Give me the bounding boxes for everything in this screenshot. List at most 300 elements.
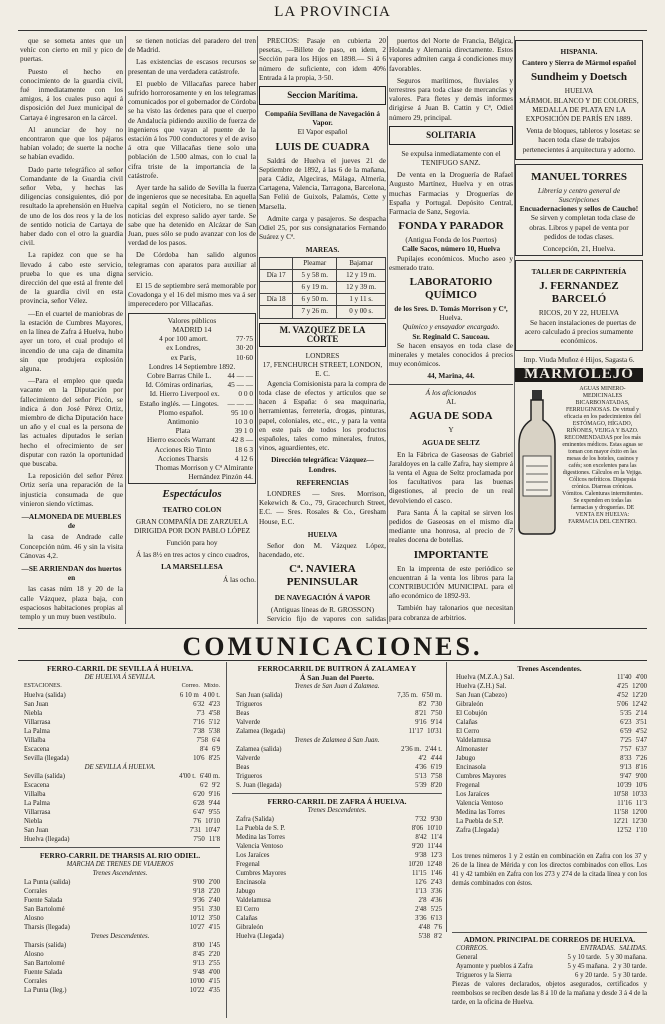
notice-text: las casas núm 18 y 20 de la calle Vázquez, plaza baja, con espaciosos habitaciones propias al templo y un muy buen vestíbulo.	[20, 584, 123, 621]
column-rule	[125, 36, 126, 624]
table-row	[452, 763, 647, 772]
tides-title: MAREAS.	[305, 245, 340, 255]
table-row	[452, 727, 647, 736]
table-row	[20, 977, 220, 986]
table-cell: Alosno	[24, 951, 44, 958]
table-cell: 9'47	[620, 773, 632, 780]
lab-text: Se hacen ensayos en toda clase de minerales y metales conocidos á precios muy económicos.	[389, 340, 513, 369]
header-cell: Mixto.	[203, 683, 220, 689]
correos-header	[452, 944, 647, 953]
taller-owner: J. FERNANDEZ BARCELÓ	[539, 280, 619, 306]
table-cell: General	[456, 954, 478, 961]
taller-ad	[515, 260, 643, 351]
news-paragraph: que se someta antes que un vehíc con cierto en mil y pico de puertas.	[20, 36, 123, 64]
table-header: Pleamar	[293, 257, 337, 269]
function-title: Función para hoy	[166, 537, 218, 547]
sevilla-timetable	[20, 664, 220, 995]
table-cell	[260, 306, 293, 318]
news-paragraph: —En el cuartel de maniobras de la estación de Cumbres Mayores, en la línea de Zafra á Huelva, hubo ayer un toro, el cual produjo el incendio de una caja de dinamita sin que produjera explosión alguna.	[20, 308, 123, 373]
play-time: Á las ocho.	[222, 574, 256, 584]
column-3	[259, 36, 386, 624]
table-cell: 9'13	[620, 764, 632, 771]
table-cell: 10'33	[632, 791, 647, 798]
table-row	[452, 817, 647, 826]
table-cell: 7'50	[430, 710, 442, 717]
metal-value: 45 — —	[227, 380, 253, 390]
table-cell: 10'6	[193, 755, 205, 762]
table-header: Bajamar	[337, 257, 386, 269]
table-cell: Valdelamusa	[236, 897, 271, 904]
table-cell: 12'42	[632, 701, 647, 708]
table-cell: 3'30	[208, 906, 220, 913]
table-cell: 10'22	[189, 987, 205, 994]
table-cell: Huelva (llegada)	[24, 836, 70, 843]
section-title: Seccion Marítima.	[259, 86, 386, 105]
agency-telegraph: Dirección telegráfica: Vázquez—Londres.	[271, 455, 374, 474]
news-paragraph: se tienen noticias del paradero del tren de Madrid.	[128, 36, 256, 55]
metal-value: 0 0 0	[238, 389, 253, 399]
torres-sub: Librería y centro general de Suscripciones	[537, 185, 621, 205]
table-cell: Tharsis (llegada)	[24, 924, 70, 931]
news-paragraph: El 15 de septiembre será memorable por Covadonga y el 16 del mismo mes va á ser imperecedero por Villacañas.	[128, 281, 256, 309]
table-row	[232, 851, 442, 860]
price-label: ex París,	[170, 352, 197, 362]
table-cell: 11'44	[427, 843, 442, 850]
table-cell: 3'50	[208, 915, 220, 922]
table-cell: 7'58	[196, 737, 208, 744]
table-cell: 9'48	[193, 969, 205, 976]
table-cell: 7'16	[193, 719, 205, 726]
table-cell: 2'20	[208, 888, 220, 895]
importante-title: IMPORTANTE	[413, 548, 489, 561]
table-cell: 7,35 m.	[397, 692, 418, 699]
metal-label: Id. Hierro Liverpool ex.	[149, 389, 220, 399]
table-cell: La Puebla de S.P.	[456, 818, 504, 825]
lab-chemist-title: Químico y ensayador encargado.	[402, 322, 500, 332]
table-cell: 5'39	[415, 782, 427, 789]
timetable-sub: Trenes de Zalamea á San Juan.	[294, 737, 380, 744]
table-row	[20, 887, 220, 896]
table-cell: 12'6	[415, 879, 427, 886]
table-cell: 8'16	[635, 764, 647, 771]
table-cell: Ayamonte y pueblos á Zafra	[456, 963, 533, 970]
fonda-sub: (Antigua Fonda de los Puertos)	[405, 235, 497, 245]
table-row	[232, 709, 442, 718]
table-row	[20, 817, 220, 826]
hispania-sub: Cantero y Sierra de Mármol español	[522, 58, 636, 68]
table-row	[452, 754, 647, 763]
timetable-rows	[20, 941, 220, 995]
table-cell: 1'10	[635, 827, 647, 834]
table-row	[20, 968, 220, 977]
table-cell: 12'00	[632, 809, 647, 816]
table-row	[452, 826, 647, 835]
news-paragraph: Las existencias de escasos recursos se presentan de una verdadera catástrofe.	[128, 57, 256, 76]
table-cell: Huelva (Z.H.) Sal.	[456, 683, 507, 690]
table-cell: 6 y 50 m.	[293, 294, 337, 306]
table-cell: 4'36	[415, 764, 427, 771]
table-cell: 2'55	[208, 960, 220, 967]
lab-city: Huelva.	[439, 313, 463, 323]
table-row	[452, 673, 647, 682]
news-paragraph: Ayer tarde ha salido de Sevilla la fuerza de ingenieros que se necesitaba. En aquella capital según el Noticiero, no se tienen noticias del expreso salido ayer tarde. Se sabe que ha detenido en Alcázar de San Juan, pues sólo se pudo avanzar con los de verdad de los pasos.	[128, 183, 256, 248]
metal-label: Plomo español.	[158, 407, 204, 417]
table-cell: 12 y 19 m.	[337, 269, 386, 281]
ascendentes-timetable	[452, 664, 647, 835]
table-row	[20, 835, 220, 844]
table-cell: Villarrasa	[24, 719, 51, 726]
table-cell: 7 y 26 m.	[293, 306, 337, 318]
table-cell: Beas	[236, 710, 250, 717]
marmolejo-title: MARMOLEJO	[515, 368, 643, 381]
table-cell: 7'6	[193, 818, 202, 825]
table-cell: La Puebla de S. P.	[236, 825, 286, 832]
table-cell: San Juan	[24, 701, 49, 708]
table-cell: 12'3	[430, 852, 442, 859]
company-name: Compañía Sevillana de Navegación á Vapor.	[264, 109, 381, 128]
table-cell: 10'12	[189, 915, 205, 922]
header-rule	[18, 30, 647, 31]
notice-title: —SE ARRIENDAN dos huertos en	[21, 563, 122, 583]
timetable-title: Á San Juan del Puerto.	[300, 673, 374, 682]
table-cell: 5 y 30 mañana.	[605, 954, 647, 961]
table-cell: 7'3	[196, 710, 205, 717]
table-cell: 3'36	[430, 888, 442, 895]
references-text: LONDRES — Sres. Morrison, Kekewich & Co., 79, Gracechurch Street, E.C. — Sres. Rosales & Co., Gresham House, E.C.	[259, 488, 386, 526]
table-cell: Trigueros y la Sierra	[456, 972, 512, 979]
section-rule	[18, 628, 647, 629]
table-cell: 12 y 39 m.	[337, 282, 386, 294]
table-cell	[260, 282, 293, 294]
table-cell: 5 y 30 tarde.	[613, 972, 647, 979]
solitaria-text: De venta en la Droguería de Rafael Augusto Martínez, Huelva y en otras muchas Farmacias y Droguerías de España y Portugal. Depósito Central, Farmacia de Sanz, Segovia.	[389, 170, 513, 217]
correos-note: Piezas de valores declarados, objetos asegurados, certificados y reembolsos se reciben desde las 8 á 10 de la mañana y desde 3 á 4 de la tarde, en la oficina de Huelva.	[452, 981, 647, 1006]
table-row	[452, 691, 647, 700]
naviera-text: Servicio fijo de vapores con salidas	[267, 613, 386, 623]
timetable-title: FERRO-CARRIL DE ZAFRA Á HUELVA.	[267, 797, 407, 806]
table-cell: Valverde	[236, 719, 261, 726]
metal-value: — — —	[227, 398, 253, 408]
importante-text: También hay talonarios que necesitan para cobranza de arbitrios.	[389, 603, 513, 622]
masthead: LA PROVINCIA	[274, 4, 391, 20]
table-cell: 6'59	[620, 728, 632, 735]
table-cell: 6'40 m.	[199, 773, 220, 780]
table-row	[232, 914, 442, 923]
table-row	[20, 878, 220, 887]
price-label: ex Londres,	[166, 343, 201, 353]
table-cell: 5'12	[208, 719, 220, 726]
table-cell: 6 y 19 m.	[293, 282, 337, 294]
lab-chemist: Sr. Reginald C. Saucoau.	[412, 331, 490, 341]
price-row	[131, 343, 253, 352]
table-cell: S. Juan (llegada)	[236, 782, 282, 789]
soda-text: Para Santa Á la capital se sirven los pedidos de Gaseosas en el mismo día mediante una honrosa, al precio de 7 reales docena de botellas.	[389, 507, 513, 545]
table-cell: 4'36	[430, 897, 442, 904]
table-cell: Jabugo	[456, 755, 476, 762]
table-cell: 2'36 m.	[401, 746, 422, 753]
table-cell: 9'00	[635, 773, 647, 780]
section-rule	[18, 660, 647, 661]
table-row	[20, 745, 220, 754]
timetable-sub: DE SEVILLA Á HUELVA.	[84, 764, 156, 771]
table-cell: Los Jaraíces	[236, 852, 270, 859]
metal-row	[131, 399, 253, 408]
table-cell: El Cerro	[456, 728, 480, 735]
table-cell: 7'31	[189, 827, 202, 834]
table-cell: Huelva (salida)	[24, 692, 66, 699]
table-cell: 9'16	[208, 791, 220, 798]
table-cell: 4'15	[208, 924, 220, 931]
fonda-address: Calle Sacos, número 10, Huelva	[401, 244, 501, 254]
table-cell: Zalamea (salida)	[236, 746, 282, 753]
table-cell: Gibraleón	[456, 701, 484, 708]
table-cell: 11'4	[430, 834, 442, 841]
table-cell: Escacena	[24, 746, 50, 753]
naviera-sub: DE NAVEGACIÓN Á VAPOR	[274, 593, 371, 603]
taller-text: Se hacen instalaciones de puertas de acero calculado á precios sumamente económicos.	[524, 317, 636, 346]
table-header	[260, 257, 293, 269]
soda-title: AGUA DE SODA	[409, 410, 493, 423]
theater-name: TEATRO COLON	[162, 505, 222, 515]
table-row	[452, 745, 647, 754]
table-cell: La Punta (lleg.)	[24, 987, 67, 994]
table-row	[20, 754, 220, 763]
metal-value: 39 1 0	[234, 426, 253, 436]
table-cell: Calañas	[236, 915, 258, 922]
timetable-rows	[452, 673, 647, 835]
table-cell: 4'25	[616, 683, 629, 690]
notice-title: —ALMONEDA DE MUEBLES de	[21, 511, 122, 531]
agency-name: M. VAZQUEZ DE LA CORTE	[259, 323, 386, 347]
table-cell: 6'47	[193, 809, 205, 816]
divider	[232, 793, 442, 794]
table-row	[232, 727, 442, 736]
table-cell: 4'2	[418, 755, 427, 762]
table-cell: Tharsis (salida)	[24, 942, 67, 949]
combination-note: Los trenes números 1 y 2 están en combinación en Zafra con los 37 y 26 de la línea de Mérida y con los directos combinados con ellos. Los 41 y 42 también en Zafra con los 273 y 274 de la citada línea y con los demás combinados con éstos.	[452, 853, 647, 887]
table-cell: 9'13	[193, 960, 205, 967]
price-label: 4 por 100 amort.	[159, 334, 208, 344]
ship-text: Saldrá de Huelva el jueves 21 de Septiembre de 1892, á las 6 de la mañana, para Cádiz, Algeciras, Málaga, Almería, Cartagena, Valencia, Tarragona, Barcelona, San Feliú de Guixols, Palamós, Cette y Marsella.	[259, 155, 386, 211]
divider	[389, 384, 513, 385]
table-cell: 5'38	[208, 728, 220, 735]
price-value: 30·20	[235, 343, 253, 353]
table-cell: 10'20	[408, 861, 424, 868]
price-row	[131, 353, 253, 362]
valores-title: Valores públicos	[167, 315, 217, 325]
table-row	[20, 700, 220, 709]
table-row	[452, 772, 647, 781]
table-row	[452, 682, 647, 691]
table-cell: Huelva (M.Z.A.) Sal.	[456, 674, 515, 681]
torres-address: Concepción, 21, Huelva.	[542, 244, 616, 254]
table-cell: 1'46	[430, 870, 442, 877]
timetable-rows	[232, 815, 442, 941]
header-cell: Correo.	[181, 683, 200, 689]
table-row	[452, 718, 647, 727]
naviera-sub2: (Antiguas líneas de R. GROSSON)	[270, 604, 375, 614]
table-cell: 8'21	[415, 710, 427, 717]
table-cell: 1'13	[415, 888, 427, 895]
column-rule	[446, 662, 447, 932]
news-paragraph: El pueblo de Villacañas parece haber sufrido horrorosamente y en los telegramas comunicados por el gobernador de Córdoba se ha visto las órdenes para que el cuerpo de Andalucía pidiendo auxilio de fuerza de ingenieros que vayan al puente de la estación á los 700 conductores y el de aviso á otra que Villacañas tiene solo una población de 1.500 almas, con lo cual la cifra triste de la importancia de la catástrofe.	[128, 78, 256, 180]
timetable-sub: DE HUELVA Á SEVILLA.	[84, 674, 156, 681]
metal-row	[131, 435, 253, 444]
metal-value: 42 8 —	[231, 435, 253, 445]
table-cell: San Bartolomé	[24, 960, 65, 967]
play-title: LA MARSELLESA	[161, 562, 223, 572]
table-row	[232, 772, 442, 781]
table-cell: Villalba	[24, 791, 46, 798]
table-cell: La Palma	[24, 728, 50, 735]
table-cell: 6'20	[193, 791, 205, 798]
column-rule	[226, 662, 227, 1018]
table-row	[20, 781, 220, 790]
table-row	[20, 808, 220, 817]
table-cell: 5'47	[635, 737, 647, 744]
taller-address: RICOS, 20 Y 22, HUELVA	[538, 308, 620, 318]
table-cell: Calañas	[456, 719, 478, 726]
table-row	[232, 754, 442, 763]
table-cell: Encinasola	[456, 764, 486, 771]
taller-title: TALLER DE CARPINTERÍA	[531, 267, 627, 277]
table-row	[20, 941, 220, 950]
naviera-name: Cª. NAVIERA PENINSULAR	[286, 563, 359, 589]
soda-text: En la Fábrica de Gaseosas de Gabriel Jaraldoyes en la calle Zafra, hay siempre á la venta el Agua de Seltz proclamada por los facultativos para las buenas digestiones, al precio de un real devolviendo el casco.	[389, 449, 513, 505]
table-cell: 5'38	[418, 933, 430, 940]
table-cell: 11'3	[635, 800, 647, 807]
table-cell: 2'00	[208, 879, 220, 886]
table-cell: 10'6	[635, 782, 647, 789]
table-row	[20, 709, 220, 718]
table-cell: Fregenal	[236, 861, 260, 868]
correos-block	[452, 932, 647, 1007]
table-cell: El Cobujón	[456, 710, 488, 717]
price-value: 77·75	[235, 334, 253, 344]
table-row	[232, 691, 442, 700]
table-row	[232, 745, 442, 754]
table-cell: Escacena	[24, 782, 50, 789]
table-cell: 12'30	[632, 818, 647, 825]
divider	[452, 932, 647, 933]
solitaria-text: Se expulsa inmediatamente con el TENIFUGO SANZ.	[401, 148, 501, 168]
seltz-title: AGUA DE SELTZ	[422, 438, 480, 448]
shipping-text: puertos del Norte de Francia, Bélgica, Holanda y Alemania directamente. Estos vapores admiten carga á condiciones muy favorables.	[389, 36, 513, 73]
table-row	[452, 700, 647, 709]
lab-title: LABORATORIO QUÍMICO	[409, 276, 493, 302]
table-cell: 6'9	[211, 746, 220, 753]
function-text: Á las 8½ en tres actos y cinco cuadros,	[136, 550, 250, 560]
table-row	[452, 790, 647, 799]
table-row	[232, 932, 442, 941]
table-cell: 8'2	[418, 701, 427, 708]
table-row	[232, 923, 442, 932]
table-row	[232, 833, 442, 842]
table-row	[20, 896, 220, 905]
table-cell: San Juan	[24, 827, 49, 834]
table-row	[232, 763, 442, 772]
table-row	[452, 709, 647, 718]
news-paragraph: De Córdoba han salido algunos telegramas con aparatos para auxiliar al servicio.	[128, 250, 256, 278]
table-row	[20, 923, 220, 932]
table-cell: 4'35	[208, 987, 220, 994]
table-row	[232, 718, 442, 727]
table-cell: 2'48	[415, 906, 427, 913]
table-cell: 11'17	[408, 728, 424, 735]
table-cell: 12'00	[632, 683, 647, 690]
table-cell: 7'6	[433, 924, 442, 931]
table-row	[232, 860, 442, 869]
table-row	[232, 887, 442, 896]
table-row	[20, 736, 220, 745]
table-cell: 4'52	[616, 692, 629, 699]
metal-row	[131, 371, 253, 380]
table-cell: 0 y 00 s.	[337, 306, 386, 318]
table-cell: 5 y 10 tarde.	[567, 954, 602, 961]
table-cell: 8'25	[208, 755, 220, 762]
table-cell: 5'06	[616, 701, 629, 708]
hispania-firm: Sundheim y Doetsch	[531, 71, 627, 84]
references-text: Señor don M. Vázquez López, hacendado, etc.	[259, 540, 386, 560]
column-rule	[387, 36, 388, 624]
table-cell: 7'26	[635, 755, 647, 762]
table-cell: Jabugo	[236, 888, 256, 895]
price-text: PRECIOS: Pasaje en cubierta 20 pesetas, —Billete de paso, en idem, 2 Sección para los Hijos en 1898.— Si á 6 número de suficiente, con idem 40% Entrada á la propia, 3·50.	[259, 36, 386, 82]
notice-text: la casa de Andrade calle Concepción núm. 46 y sin la visita Cánovas 4,2.	[20, 532, 123, 560]
news-paragraph: —Para el empleo que queda vacante en la Diputación por fallecimiento del señor Picón, se indica á don José Pérez Ortiz, miembro de dicha Diputación hace un año y el cual es la persona de las actuales diputados le serían hecho el ofrecimiento de ser disputar con razón la oportunidad que buscaba.	[20, 376, 123, 468]
ship-name: LUIS DE CUADRA	[275, 140, 370, 153]
shipping-text: Seguros marítimos, fluviales y terrestres para toda clase de mercancías y valores. Para fletes y demás informes dirigirse á Juan B. Cattin y Cª, Odiel número 29, principal.	[389, 75, 513, 122]
hispania-text: MÁRMOL BLANCO Y DE COLORES, MEDALLA DE PLATA EN LA EXPOSICIÓN DE PARÍS EN 1889.	[519, 95, 639, 124]
table-cell: 2'43	[430, 879, 442, 886]
table-cell: Alosno	[24, 915, 44, 922]
table-cell: 6'4	[211, 737, 220, 744]
table-cell: 2'40	[208, 897, 220, 904]
hispania-title: HISPANIA.	[560, 47, 598, 56]
solitaria-title: SOLITARIA	[389, 126, 513, 145]
table-row	[20, 772, 220, 781]
news-paragraph: La rapidez con que se ha llevado á cabo este servicio, prueba lo que es una digna dirección del que está al frente del de la guardia civil en esta provincia, señor Vélez.	[20, 250, 123, 306]
table-row	[232, 781, 442, 790]
table-row	[452, 962, 647, 971]
timetable-rows	[20, 878, 220, 932]
table-row	[20, 986, 220, 995]
table-cell: San Juan (salida)	[236, 692, 283, 699]
timetable-rows	[232, 745, 442, 790]
header-cell: ENTRADAS.	[580, 945, 616, 952]
table-cell: 11'40	[617, 674, 632, 681]
table-cell: 2'20	[208, 951, 220, 958]
metal-row	[131, 426, 253, 435]
table-cell: Sevilla (salida)	[24, 773, 65, 780]
metal-value: 4 12 6	[234, 453, 253, 463]
table-cell: 6'50 m.	[421, 692, 442, 699]
timetable-sub: Trenes Descendentes.	[307, 807, 367, 814]
table-row	[232, 869, 442, 878]
table-cell: 8'42	[415, 834, 427, 841]
table-cell: Villalba	[24, 737, 46, 744]
metal-label: Acciones Tharsis	[157, 453, 209, 463]
espectaculos-title: Espectáculos	[162, 488, 222, 501]
timetable-rows	[20, 772, 220, 844]
table-cell: 9'2	[211, 782, 220, 789]
table-cell: 12'52	[616, 827, 632, 834]
metal-label: Acciones Río Tinto	[154, 444, 212, 454]
table-cell: 7'57	[620, 746, 632, 753]
table-cell: 11'15	[412, 870, 427, 877]
table-cell: 9'55	[208, 809, 220, 816]
table-cell: Zafra (Salida)	[236, 816, 274, 823]
